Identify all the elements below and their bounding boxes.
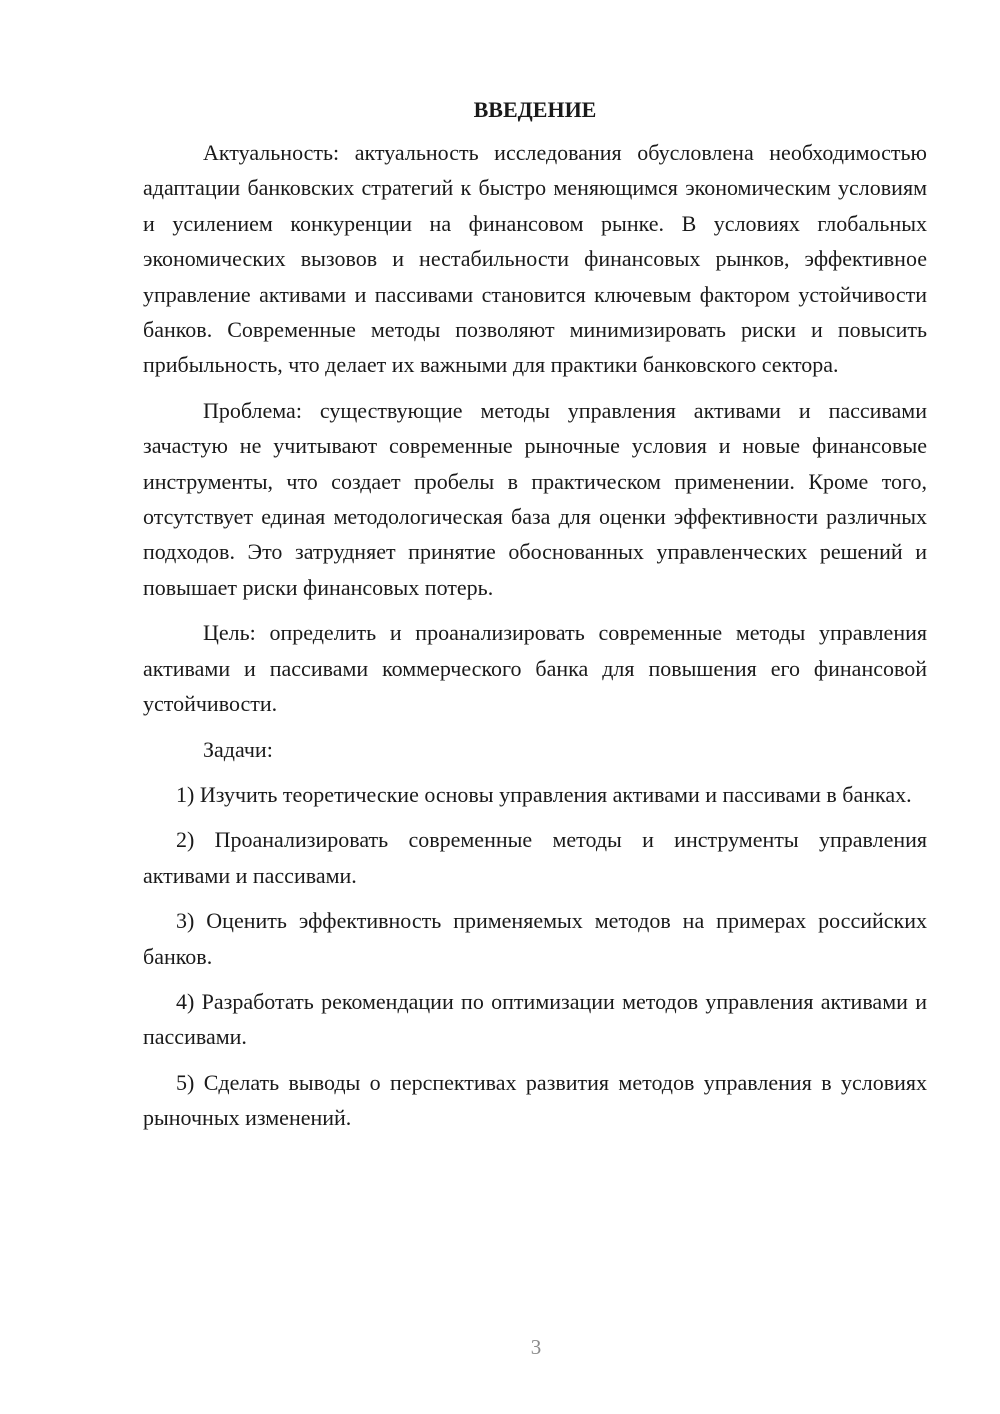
page-content bbox=[143, 94, 927, 1146]
task-item: 2) Проанализировать современные методы и инструменты управления активами и пассивами. bbox=[143, 827, 927, 888]
task-item: 5) Сделать выводы о перспективах развития методов управления в условиях рыночных изменений. bbox=[143, 1069, 927, 1131]
tasks-label: Задачи: bbox=[203, 736, 273, 762]
task-item: 4) Разработать рекомендации по оптимизации методов управления активами и пассивами. bbox=[143, 988, 927, 1050]
section-heading: ВВЕДЕНИЕ bbox=[473, 97, 597, 122]
paragraph-relevance: Актуальность: актуальность исследования обусловлена необходимостью адаптации банковских стратегий к быстро меняющимся экономическим условиям и усилением конкуренции на финансовом рынке. В условиях глобальных экономических вызовов и нестабильности финансовых рынков, эффективное управление активами и пассивами становится ключевым фактором устойчивости банков. Современные методы позволяют минимизировать риски и повысить прибыльность, что делает их важными для практики банковского сектора. bbox=[143, 140, 927, 378]
task-item: 1) Изучить теоретические основы управления активами и пассивами в банках. bbox=[176, 781, 912, 807]
task-item: 3) Оценить эффективность применяемых методов на примерах российских банков. bbox=[143, 908, 927, 969]
paragraph-goal: Цель: определить и проанализировать современные методы управления активами и пассивами коммерческого банка для повышения его финансовой устойчивости. bbox=[143, 620, 927, 717]
page-number: 3 bbox=[530, 1335, 542, 1359]
paragraph-problem: Проблема: существующие методы управления активами и пассивами зачастую не учитывают современные рыночные условия и новые финансовые инструменты, что создает пробелы в практическом применении. Кроме того, отсутствует единая методологическая база для оценки эффективности различных подходов. Это затрудняет принятие обоснованных управленческих решений и повышает риски финансовых потерь. bbox=[143, 397, 927, 600]
